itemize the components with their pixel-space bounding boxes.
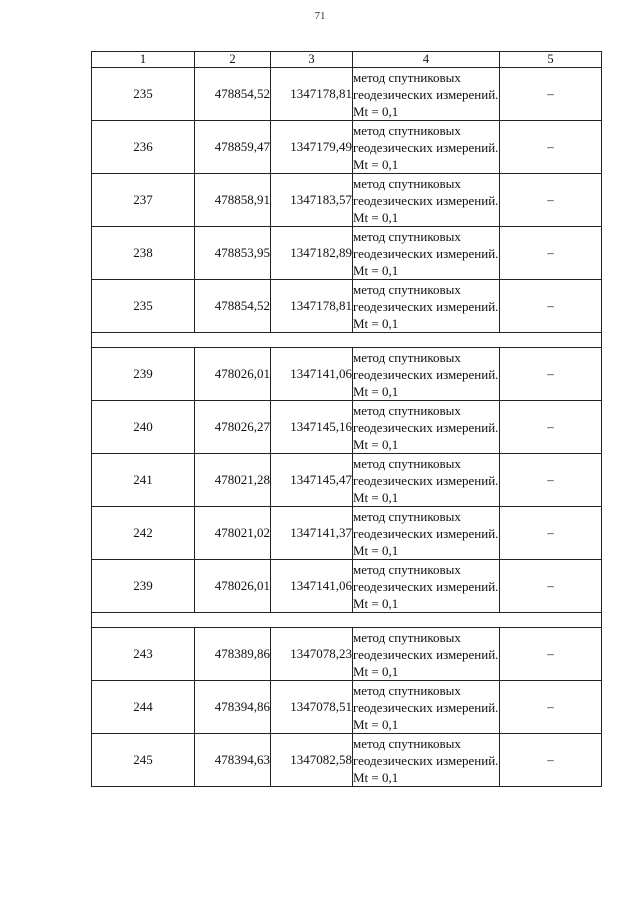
- description-cell: –: [500, 507, 602, 560]
- x-coordinate-cell: 478026,01: [195, 560, 271, 613]
- y-coordinate-cell: 1347141,37: [271, 507, 353, 560]
- y-coordinate-cell: 1347178,81: [271, 68, 353, 121]
- method-cell: метод спутниковых геодезических измерений. Mt = 0,1: [353, 281, 499, 331]
- column-header: 2: [195, 52, 271, 68]
- point-number-cell: 239: [92, 560, 195, 613]
- table-row: [92, 348, 602, 401]
- x-coordinate-cell: 478026,01: [195, 348, 271, 401]
- y-coordinate-cell: 1347178,81: [271, 280, 353, 333]
- y-coordinate-cell: 1347182,89: [271, 227, 353, 280]
- point-number-cell: 236: [92, 121, 195, 174]
- y-coordinate-cell: 1347141,06: [271, 560, 353, 613]
- x-coordinate-cell: 478394,86: [195, 681, 271, 734]
- x-coordinate-cell: 478389,86: [195, 628, 271, 681]
- point-number-cell: 241: [92, 454, 195, 507]
- y-coordinate-cell: 1347078,51: [271, 681, 353, 734]
- table-row: [92, 401, 602, 454]
- column-header: 3: [271, 52, 353, 68]
- table-row: [92, 734, 602, 787]
- method-cell: метод спутниковых геодезических измерений. Mt = 0,1: [353, 69, 499, 119]
- separator-cell: [92, 333, 602, 348]
- table-row: [92, 68, 602, 121]
- point-number-cell: 240: [92, 401, 195, 454]
- y-coordinate-cell: 1347141,06: [271, 348, 353, 401]
- point-number-cell: 239: [92, 348, 195, 401]
- description-cell: –: [500, 121, 602, 174]
- method-cell: метод спутниковых геодезических измерений. Mt = 0,1: [353, 175, 499, 225]
- method-cell: метод спутниковых геодезических измерений. Mt = 0,1: [353, 455, 499, 505]
- x-coordinate-cell: 478854,52: [195, 280, 271, 333]
- description-cell: –: [500, 280, 602, 333]
- description-cell: –: [500, 227, 602, 280]
- y-coordinate-cell: 1347183,57: [271, 174, 353, 227]
- description-cell: –: [500, 681, 602, 734]
- column-header: 5: [500, 52, 602, 68]
- point-number-cell: 237: [92, 174, 195, 227]
- description-cell: –: [500, 401, 602, 454]
- x-coordinate-cell: 478858,91: [195, 174, 271, 227]
- description-cell: –: [500, 560, 602, 613]
- x-coordinate-cell: 478853,95: [195, 227, 271, 280]
- table-row: [92, 628, 602, 681]
- header-row: [92, 52, 602, 68]
- table-row: [92, 507, 602, 560]
- separator-cell: [92, 613, 602, 628]
- point-number-cell: 235: [92, 68, 195, 121]
- description-cell: –: [500, 454, 602, 507]
- x-coordinate-cell: 478854,52: [195, 68, 271, 121]
- point-number-cell: 243: [92, 628, 195, 681]
- x-coordinate-cell: 478021,28: [195, 454, 271, 507]
- y-coordinate-cell: 1347145,47: [271, 454, 353, 507]
- method-cell: метод спутниковых геодезических измерений. Mt = 0,1: [353, 122, 499, 172]
- table-row: [92, 280, 602, 333]
- point-number-cell: 235: [92, 280, 195, 333]
- column-header: 4: [353, 52, 500, 68]
- method-cell: метод спутниковых геодезических измерений. Mt = 0,1: [353, 735, 499, 785]
- y-coordinate-cell: 1347145,16: [271, 401, 353, 454]
- x-coordinate-cell: 478026,27: [195, 401, 271, 454]
- method-cell: метод спутниковых геодезических измерений. Mt = 0,1: [353, 349, 499, 399]
- table-row: [92, 454, 602, 507]
- x-coordinate-cell: 478394,63: [195, 734, 271, 787]
- description-cell: –: [500, 734, 602, 787]
- column-header: 1: [92, 52, 195, 68]
- method-cell: метод спутниковых геодезических измерений. Mt = 0,1: [353, 508, 499, 558]
- point-number-cell: 238: [92, 227, 195, 280]
- point-number-cell: 242: [92, 507, 195, 560]
- description-cell: –: [500, 174, 602, 227]
- y-coordinate-cell: 1347078,23: [271, 628, 353, 681]
- table-row: [92, 174, 602, 227]
- point-number-cell: 244: [92, 681, 195, 734]
- description-cell: –: [500, 68, 602, 121]
- point-number-cell: 245: [92, 734, 195, 787]
- method-cell: метод спутниковых геодезических измерений. Mt = 0,1: [353, 561, 499, 611]
- group-separator-row: [92, 333, 602, 348]
- table-row: [92, 560, 602, 613]
- coordinates-table: [91, 51, 602, 787]
- table-row: [92, 681, 602, 734]
- group-separator-row: [92, 613, 602, 628]
- description-cell: –: [500, 628, 602, 681]
- x-coordinate-cell: 478021,02: [195, 507, 271, 560]
- method-cell: метод спутниковых геодезических измерений. Mt = 0,1: [353, 629, 499, 679]
- table-row: [92, 227, 602, 280]
- method-cell: метод спутниковых геодезических измерений. Mt = 0,1: [353, 228, 499, 278]
- description-cell: –: [500, 348, 602, 401]
- method-cell: метод спутниковых геодезических измерений. Mt = 0,1: [353, 682, 499, 732]
- table-body: [92, 68, 602, 787]
- page-number: 71: [314, 10, 326, 22]
- y-coordinate-cell: 1347082,58: [271, 734, 353, 787]
- x-coordinate-cell: 478859,47: [195, 121, 271, 174]
- method-cell: метод спутниковых геодезических измерений. Mt = 0,1: [353, 402, 499, 452]
- table-row: [92, 121, 602, 174]
- y-coordinate-cell: 1347179,49: [271, 121, 353, 174]
